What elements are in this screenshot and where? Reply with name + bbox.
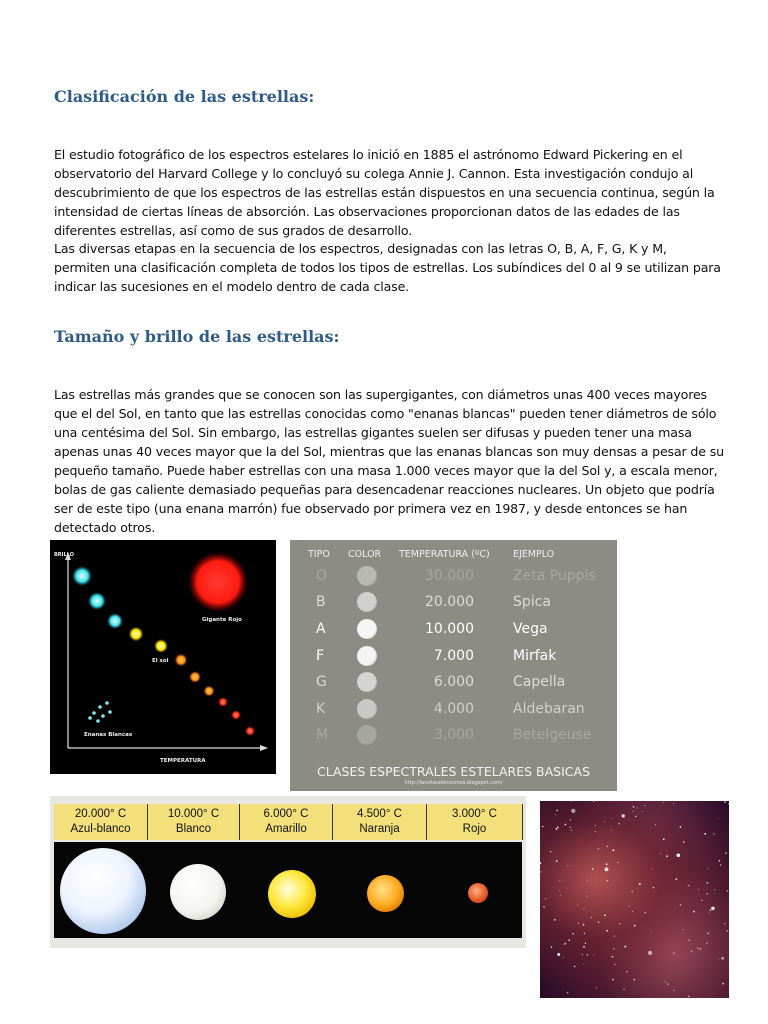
spectral-color-dot: [357, 725, 377, 745]
temperature-box: [148, 804, 240, 840]
spectral-color-dot: [357, 672, 377, 692]
background-star: [559, 890, 560, 891]
background-star: [570, 827, 572, 829]
background-star: [634, 925, 636, 927]
background-star: [617, 862, 618, 863]
heading-tamano-brillo: Tamaño y brillo de las estrellas:: [54, 327, 340, 346]
background-star: [655, 824, 656, 825]
background-star: [612, 849, 614, 851]
background-star: [611, 830, 612, 831]
header-color: COLOR: [348, 549, 382, 560]
background-star: [583, 964, 584, 965]
background-star: [577, 905, 578, 906]
background-star: [663, 802, 664, 803]
background-star: [645, 912, 646, 913]
background-star: [626, 971, 627, 972]
spectral-type: O: [316, 568, 328, 584]
temperature-value: 20.000° C: [74, 808, 127, 820]
spectral-row: [290, 643, 617, 669]
background-star: [571, 830, 572, 831]
spectral-color-dot: [357, 592, 377, 612]
background-star: [555, 814, 556, 815]
hr-diagram-image: [50, 540, 276, 774]
spectral-row: [290, 616, 617, 642]
background-star: [592, 868, 594, 870]
main-sequence-star: [107, 613, 123, 629]
background-star: [683, 841, 685, 843]
spectral-temperature: 7.000: [433, 648, 474, 664]
background-star: [688, 885, 690, 887]
background-star: [688, 996, 689, 997]
background-star: [637, 807, 638, 808]
background-star: [582, 954, 583, 955]
main-sequence-star: [88, 592, 106, 610]
heading-clasificacion: Clasificación de las estrellas:: [54, 87, 315, 106]
background-star: [707, 868, 708, 869]
background-star: [673, 803, 674, 804]
spectral-temperature: 3.000: [433, 727, 474, 743]
background-star: [556, 828, 558, 830]
header-temperatura: TEMPERATURA (ºC): [399, 549, 490, 560]
blue-white-star: [60, 848, 146, 934]
nebula-photo: [540, 801, 729, 998]
hr-diagram-graphic: [50, 540, 276, 774]
background-star: [726, 890, 728, 892]
spectral-color-dot: [357, 566, 377, 586]
spectral-example-star: Aldebaran: [513, 701, 585, 717]
background-star: [724, 801, 726, 803]
background-star: [618, 823, 620, 825]
background-star: [728, 803, 729, 804]
background-star: [557, 953, 560, 956]
spectral-row: [290, 696, 617, 722]
temperature-box: [333, 804, 427, 840]
white-dwarfs-label: Enanas Blancas: [84, 732, 133, 738]
background-star: [623, 989, 624, 990]
spectral-example-star: Zeta Puppis: [513, 568, 596, 584]
spectral-row: [290, 563, 617, 589]
paragraph-clasificacion-2: Las diversas etapas en la secuencia de los espectros, designadas con las letras O, B, A, F, G, K y M, permiten una clasificación completa de todos los tipos de estrellas. Los subíndices del 0 al 9 se utilizan para indicar las sucesiones en el modelo dentro de cada clase.: [54, 241, 721, 294]
background-star: [653, 887, 654, 888]
background-star: [543, 906, 545, 908]
background-star: [587, 880, 588, 881]
background-star: [593, 954, 594, 955]
background-star: [593, 801, 595, 802]
background-star: [556, 860, 558, 862]
background-star: [591, 917, 592, 918]
background-star: [722, 983, 724, 985]
white-dwarfs-cluster: [88, 701, 112, 723]
background-star: [541, 871, 542, 872]
background-star: [571, 809, 575, 813]
color-name: Naranja: [359, 823, 400, 835]
background-star: [718, 959, 719, 960]
background-star: [606, 846, 608, 848]
spectral-example-star: Betelgeuse: [513, 727, 592, 743]
background-star: [584, 933, 585, 934]
spectral-temperature: 4.000: [433, 701, 474, 717]
sun-star: [175, 654, 188, 667]
background-star: [564, 943, 566, 945]
spectral-type: B: [316, 594, 326, 610]
background-star: [639, 883, 641, 885]
background-star: [568, 940, 570, 942]
background-star: [572, 933, 574, 935]
background-star: [642, 811, 643, 812]
spectral-temperature: 6.000: [433, 674, 474, 690]
background-star: [613, 948, 614, 949]
background-star: [633, 806, 635, 808]
spectral-type: M: [316, 727, 329, 743]
header-ejemplo: EJEMPLO: [513, 549, 555, 560]
background-star: [651, 869, 652, 870]
background-star: [706, 943, 707, 944]
background-star: [709, 909, 711, 911]
color-name: Rojo: [462, 823, 487, 835]
background-star: [605, 867, 609, 871]
background-star: [704, 833, 706, 835]
background-star: [586, 896, 587, 897]
main-sequence-star: [154, 639, 168, 653]
background-star: [714, 889, 715, 890]
background-star: [706, 893, 708, 895]
x-axis-label: TEMPERATURA: [160, 758, 206, 764]
background-star: [725, 852, 727, 854]
sun-label: El sol: [152, 658, 169, 664]
background-star: [701, 900, 702, 901]
spectral-example-star: Mirfak: [513, 648, 557, 664]
spectral-temperature: 30.000: [425, 568, 474, 584]
main-sequence-star: [189, 671, 201, 683]
background-star: [574, 966, 576, 968]
spectral-type: G: [316, 674, 327, 690]
color-name: Azul-blanco: [70, 823, 131, 835]
star-colors-strip-image: [50, 796, 526, 948]
spectral-row: [290, 722, 617, 748]
main-sequence-star: [72, 566, 92, 586]
background-star: [660, 853, 661, 854]
star-colors-panel: [54, 842, 522, 938]
background-star: [614, 936, 615, 937]
background-star: [663, 838, 665, 840]
background-star: [604, 821, 605, 822]
background-star: [596, 987, 597, 988]
background-star: [680, 904, 682, 906]
background-star: [724, 923, 725, 924]
background-star: [545, 898, 546, 899]
main-sequence-star: [231, 710, 241, 720]
red-star: [468, 883, 488, 903]
background-star: [578, 923, 579, 924]
background-star: [551, 946, 552, 947]
background-star: [721, 957, 724, 960]
spectral-classes-image: [290, 540, 617, 791]
red-giant-label: Gigante Rojo: [202, 617, 242, 623]
background-star: [713, 833, 714, 834]
background-star: [564, 944, 565, 945]
paragraph-tamano-brillo: Las estrellas más grandes que se conocen son las supergigantes, con diámetros unas 400 veces mayores que el del Sol, en tanto que las estrellas conocidas como "enanas blancas" pueden tener diámetros de sólo una centésima del Sol. Sin embargo, las estrellas gigantes suelen ser difusas y pueden tener una masa apenas unas 40 veces mayor que la del Sol, mientras que las enanas blancas son muy densas a pesar de su pequeño tamaño. Puede haber estrellas con una masa 1.000 veces mayor que la del Sol y, a escala menor, bolas de gas caliente demasiado pequeñas para desencadenar reacciones nucleares. Un objeto que podría ser de este tipo (una enana marrón) fue observado por primera vez en 1987, y desde entonces se han detectado otros.: [54, 387, 724, 535]
background-star: [644, 805, 645, 806]
spectral-example-star: Capella: [513, 674, 566, 690]
temperature-value: 4.500° C: [357, 808, 402, 820]
background-star: [622, 814, 625, 817]
temperature-value: 3.000° C: [452, 808, 497, 820]
background-star: [634, 979, 635, 980]
main-sequence-star: [245, 726, 255, 736]
temperature-box: [54, 804, 148, 840]
background-star: [726, 930, 728, 932]
spectral-color-dot: [357, 699, 377, 719]
background-star: [556, 810, 558, 812]
background-star: [567, 992, 569, 994]
background-star: [680, 826, 682, 828]
background-star: [677, 854, 681, 858]
spectral-temperature: 10.000: [425, 621, 474, 637]
spectral-color-dot: [357, 646, 377, 666]
background-star: [606, 863, 608, 865]
background-star: [571, 801, 572, 802]
background-star: [719, 860, 721, 862]
background-star: [635, 816, 637, 818]
background-star: [567, 865, 568, 866]
spectral-caption: CLASES ESPECTRALES ESTELARES BASICAS: [316, 764, 591, 779]
spectral-credit: http://lasvitasdelcosmos.blogspot.com/: [404, 780, 503, 786]
background-star: [667, 983, 669, 985]
background-star: [606, 930, 608, 932]
background-star: [550, 851, 551, 852]
background-star: [711, 907, 715, 911]
spectral-type: A: [316, 621, 326, 637]
main-sequence-star: [204, 686, 215, 697]
background-star: [624, 946, 626, 948]
background-star: [584, 908, 585, 909]
background-star: [707, 933, 709, 935]
nebula-stars: [540, 801, 729, 998]
background-star: [563, 957, 564, 958]
background-star: [650, 931, 651, 932]
y-axis-label: BRILLO: [54, 552, 74, 558]
spectral-row: [290, 669, 617, 695]
background-star: [540, 862, 541, 864]
spectral-row: [290, 589, 617, 615]
background-star: [583, 924, 585, 926]
background-star: [598, 848, 599, 849]
spectral-type: K: [316, 701, 326, 717]
background-star: [565, 824, 567, 826]
background-star: [718, 818, 719, 819]
background-star: [697, 947, 699, 949]
header-tipo: TIPO: [308, 549, 330, 560]
background-star: [631, 891, 633, 893]
background-star: [542, 826, 543, 827]
background-star: [709, 913, 710, 914]
spectral-example-star: Vega: [513, 621, 548, 637]
color-name: Amarillo: [265, 823, 307, 835]
background-star: [699, 948, 701, 950]
background-star: [683, 929, 684, 930]
temperature-value: 6.000° C: [263, 808, 309, 820]
background-star: [557, 826, 559, 828]
temperature-box: [427, 804, 523, 840]
background-star: [632, 911, 633, 912]
background-star: [612, 979, 614, 981]
background-star: [619, 923, 620, 924]
main-sequence-star: [129, 627, 144, 642]
orange-star: [367, 875, 404, 912]
background-star: [585, 943, 586, 944]
background-star: [560, 895, 561, 896]
color-name: Blanco: [175, 823, 212, 835]
background-star: [583, 946, 585, 948]
background-star: [595, 831, 596, 832]
background-star: [554, 919, 556, 921]
background-star: [629, 906, 630, 907]
yellow-star: [268, 870, 316, 918]
background-star: [666, 855, 668, 857]
white-star: [170, 864, 226, 920]
temperature-value: 10.000° C: [167, 808, 220, 820]
spectral-color-dot: [357, 619, 377, 639]
background-star: [614, 964, 615, 965]
background-star: [606, 880, 608, 882]
background-star: [595, 825, 596, 826]
background-star: [720, 864, 721, 865]
background-star: [633, 811, 634, 812]
background-star: [648, 951, 652, 955]
background-star: [598, 922, 600, 924]
spectral-type: F: [316, 648, 325, 664]
background-star: [698, 889, 699, 890]
background-star: [587, 954, 589, 956]
paragraph-clasificacion-1: El estudio fotográfico de los espectros estelares lo inició en 1885 el astrónomo Edward Pickering en el observatorio del Harvard College y lo concluyó su colega Annie J. Cannon. Esta investigación condujo al descubrimiento de que los espectros de las estrellas están dispuestos en una secuencia continua, según la intensidad de ciertas líneas de absorción. Las observaciones proporcionan datos de las edades de las diferentes estrellas, así como de sus grados de desarrollo.: [54, 147, 715, 238]
background-star: [559, 880, 560, 881]
background-star: [693, 911, 695, 913]
temperature-box: [240, 804, 333, 840]
background-star: [612, 956, 614, 958]
background-star: [570, 819, 571, 820]
background-star: [673, 952, 675, 954]
background-star: [691, 951, 693, 953]
red-giant-star: [188, 552, 248, 612]
background-star: [675, 878, 677, 880]
background-star: [707, 882, 709, 884]
background-star: [604, 914, 606, 916]
main-sequence-star: [218, 697, 228, 707]
spectral-temperature: 20.000: [425, 594, 474, 610]
background-star: [689, 940, 691, 942]
background-star: [611, 818, 612, 819]
spectral-example-star: Spica: [513, 594, 551, 610]
background-star: [673, 990, 674, 991]
background-star: [665, 981, 666, 982]
